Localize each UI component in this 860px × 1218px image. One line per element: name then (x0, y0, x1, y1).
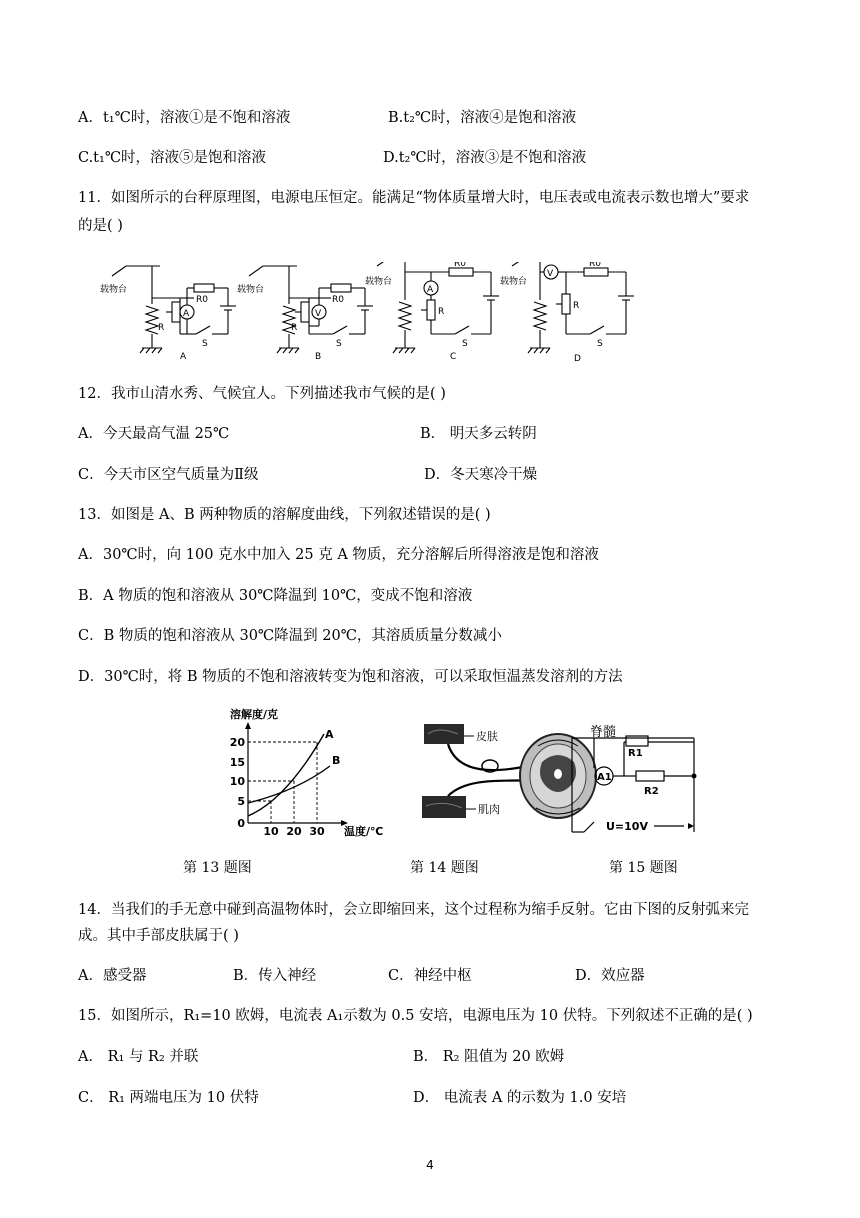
q12-stem: 12．我市山清水秀、气候宜人。下列描述我市气候的是( ) (78, 386, 446, 402)
circuit-a-meter-label: A (183, 309, 190, 319)
skin-label: 皮肤 (476, 730, 498, 743)
circuit-a-r-label: R (158, 323, 165, 333)
ammeter-a1-label: A1 (597, 772, 612, 783)
q14-option-d: D．效应器 (575, 968, 645, 984)
circuit-c-letter: C (450, 352, 457, 362)
q11-stem-line1: 11．如图所示的台秤原理图，电源电压恒定。能满足“物体质量增大时，电压表或电流表示数也增大”要求 (78, 190, 750, 206)
q10-option-b: B.t₂℃时，溶液④是饱和溶液 (388, 110, 577, 126)
q13-stem: 13．如图是 A、B 两种物质的溶解度曲线，下列叙述错误的是( ) (78, 507, 491, 523)
q15-option-c: C． R₁ 两端电压为 10 伏特 (78, 1090, 259, 1106)
q13-option-d: D．30℃时，将 B 物质的不饱和溶液转变为饱和溶液，可以采取恒温蒸发溶剂的方法 (78, 669, 623, 685)
circuit-b-letter: B (315, 352, 322, 362)
circuit-b-switch-label: S (336, 339, 342, 349)
circuit-d-meter-label: V (547, 269, 554, 279)
y-tick-15: 15 (229, 756, 245, 769)
muscle-label: 肌肉 (478, 803, 500, 816)
circuit-c-switch-label: S (462, 339, 468, 349)
circuit-a (112, 266, 236, 353)
circuit-c-r-label: R (438, 307, 445, 317)
fig14-caption: 第 14 题图 (410, 860, 479, 876)
q15-option-a: A． R₁ 与 R₂ 并联 (78, 1049, 199, 1065)
circuit-a-platform-label: 载物台 (100, 285, 128, 295)
q15-option-d: D． 电流表 A 的示数为 1.0 安培 (413, 1090, 627, 1106)
circuit-d-platform-label: 载物台 (500, 277, 528, 287)
q14-stem-line2: 成。其中手部皮肤属于( ) (78, 928, 239, 944)
circuit-a-switch-label: S (202, 339, 208, 349)
q13-option-b: B．A 物质的饱和溶液从 30℃降温到 10℃，变成不饱和溶液 (78, 588, 473, 604)
x-tick-20: 20 (286, 825, 302, 838)
q10-option-a: A．t₁℃时，溶液①是不饱和溶液 (78, 110, 291, 126)
q12-option-a: A．今天最高气温 25℃ (78, 426, 230, 442)
q14-option-b: B．传入神经 (233, 968, 317, 984)
y-tick-0: 0 (237, 817, 245, 830)
circuit-a-letter: A (180, 352, 187, 362)
q15-stem: 15．如图所示，R₁=10 欧姆，电流表 A₁示数为 0.5 安培，电源电压为 10 伏特。下列叙述不正确的是( ) (78, 1008, 753, 1024)
x-tick-30: 30 (309, 825, 325, 838)
q11-stem-line2: 的是( ) (78, 218, 123, 234)
q12-option-d: D．冬天寒冷干燥 (424, 467, 538, 483)
q13-option-a: A．30℃时，向 100 克水中加入 25 克 A 物质，充分溶解后所得溶液是饱和溶液 (78, 547, 599, 563)
circuit-b-platform-label: 载物台 (237, 285, 265, 295)
y-tick-5: 5 (237, 795, 245, 808)
q10-option-c: C.t₁℃时，溶液⑤是饱和溶液 (78, 150, 267, 166)
r1-label: R1 (628, 748, 643, 759)
parallel-circuit-figure (564, 716, 704, 844)
q12-option-c: C．今天市区空气质量为Ⅱ级 (78, 467, 259, 483)
circuit-c-platform-label: 载物台 (365, 277, 393, 287)
chart-ylabel: 溶解度/克 (230, 708, 279, 721)
q15-option-b: B． R₂ 阻值为 20 欧姆 (413, 1049, 565, 1065)
q13-option-c: C．B 物质的饱和溶液从 30℃降温到 20℃，其溶质质量分数减小 (78, 628, 502, 644)
curve-a (248, 734, 324, 816)
circuit-b-r0-label: R0 (332, 295, 344, 305)
x-tick-10: 10 (263, 825, 279, 838)
spinal-cord-label: 脊髓 (590, 725, 617, 740)
q12-option-b: B． 明天多云转阴 (420, 426, 537, 442)
r2-label: R2 (644, 786, 659, 797)
circuit-d-r0-label: R0 (589, 262, 601, 269)
circuit-b-meter-label: V (315, 309, 322, 319)
curve-a-label: A (325, 728, 334, 741)
q14-stem-line1: 14．当我们的手无意中碰到高温物体时，会立即缩回来，这个过程称为缩手反射。它由下图的反射弧来完 (78, 902, 749, 918)
chart-xlabel: 温度/℃ (344, 825, 384, 838)
circuit-d-letter: D (574, 354, 581, 364)
page-number: 4 (426, 1158, 434, 1172)
y-tick-10: 10 (229, 775, 245, 788)
circuit-a-r0-label: R0 (196, 295, 208, 305)
q14-option-a: A．感受器 (78, 968, 147, 984)
fig15-caption: 第 15 题图 (609, 860, 678, 876)
circuit-c-meter-label: A (427, 285, 434, 295)
circuit-d-r-label: R (573, 301, 580, 311)
fig13-caption: 第 13 题图 (183, 860, 252, 876)
q11-circuit-figure (100, 262, 640, 370)
solubility-chart (226, 704, 396, 844)
circuit-b (249, 266, 373, 353)
circuit-b-r-label: R (291, 323, 298, 333)
y-tick-20: 20 (229, 736, 245, 749)
voltage-label: U=10V (606, 820, 648, 833)
curve-b-label: B (332, 754, 341, 767)
circuit-c-r0-label: R0 (454, 262, 466, 269)
q10-option-d: D.t₂℃时，溶液③是不饱和溶液 (383, 150, 587, 166)
circuit-d-switch-label: S (597, 339, 603, 349)
q14-option-c: C．神经中枢 (388, 968, 472, 984)
